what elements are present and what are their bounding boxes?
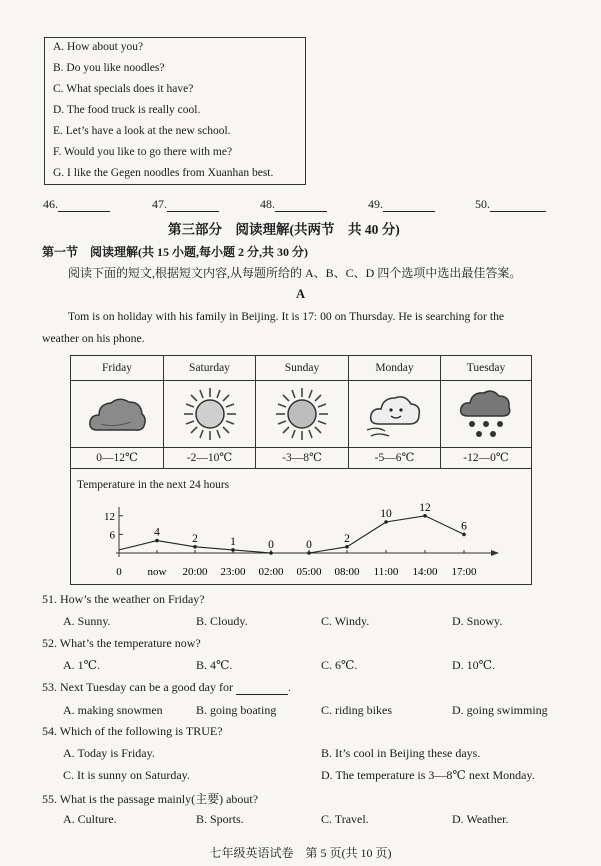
x-tick-label: now: [147, 566, 167, 578]
blank-46[interactable]: 46.: [43, 197, 110, 212]
blank-47[interactable]: 47.: [152, 197, 219, 212]
forecast-day: Saturday: [164, 356, 255, 381]
passage-line-1: Tom is on holiday with his family in Beijing. It is 17: 00 on Thursday. He is searching for the: [68, 310, 505, 323]
q53-option-b[interactable]: B. going boating: [196, 703, 277, 717]
forecast-temp: -2—10℃: [164, 447, 255, 468]
temperature-series-line: [119, 516, 464, 553]
q55-option-b[interactable]: B. Sports.: [196, 812, 244, 826]
data-label: 4: [154, 526, 160, 539]
q52-option-a[interactable]: A. 1℃.: [63, 658, 101, 672]
x-tick-label: 05:00: [296, 566, 322, 578]
question-55: 55. What is the passage mainly(主要) about?: [42, 792, 259, 806]
data-label: 10: [380, 508, 392, 520]
data-label: 1: [230, 535, 236, 548]
data-point: [462, 533, 466, 537]
option-c: C. What specials does it have?: [53, 83, 194, 95]
page-footer: 七年级英语试卷 第 5 页(共 10 页): [209, 846, 392, 860]
q55-option-a[interactable]: A. Culture.: [63, 812, 117, 826]
blank-48[interactable]: 48.: [260, 197, 327, 212]
data-point: [155, 539, 159, 543]
option-a: A. How about you?: [53, 41, 144, 53]
forecast-temp: -3—8℃: [256, 447, 348, 468]
q55-option-d[interactable]: D. Weather.: [452, 812, 509, 826]
option-b: B. Do you like noodles?: [53, 62, 165, 74]
forecast-temp: -12—0℃: [441, 447, 531, 468]
forecast-day: Tuesday: [441, 356, 531, 381]
q51-option-d[interactable]: D. Snowy.: [452, 614, 503, 628]
question-51: 51. How’s the weather on Friday?: [42, 592, 205, 606]
data-label: 12: [419, 501, 431, 514]
options-box: [44, 37, 306, 185]
x-tick-label: 14:00: [412, 566, 438, 578]
y-tick-label: 6: [109, 529, 115, 542]
temperature-line-chart: [71, 469, 531, 583]
option-e: E. Let’s have a look at the new school.: [53, 125, 231, 137]
q51-option-a[interactable]: A. Sunny.: [63, 614, 111, 628]
sun-icon: [164, 384, 255, 446]
x-tick-label: 0: [116, 566, 122, 578]
data-point: [307, 551, 311, 555]
option-d: D. The food truck is really cool.: [53, 104, 201, 116]
data-point: [193, 545, 197, 549]
x-tick-label: 11:00: [373, 566, 399, 578]
q52-option-b[interactable]: B. 4℃.: [196, 658, 233, 672]
q52-option-c[interactable]: C. 6℃.: [321, 658, 358, 672]
q53-option-c[interactable]: C. riding bikes: [321, 703, 392, 717]
data-point: [345, 545, 349, 549]
data-label: 2: [192, 532, 198, 545]
x-tick-label: 17:00: [451, 566, 477, 578]
q53-option-a[interactable]: A. making snowmen: [63, 703, 163, 717]
passage-line-2: weather on his phone.: [42, 332, 145, 345]
q55-option-c[interactable]: C. Travel.: [321, 812, 369, 826]
weather-forecast-table: [70, 355, 532, 469]
option-f: F. Would you like to go there with me?: [53, 146, 233, 158]
question-53: 53. Next Tuesday can be a good day for .: [42, 680, 291, 694]
q52-option-d[interactable]: D. 10℃.: [452, 658, 496, 672]
cloud-icon: [71, 384, 163, 446]
forecast-sunday: [256, 356, 349, 468]
temperature-chart: [70, 469, 532, 585]
q51-option-c[interactable]: C. Windy.: [321, 614, 370, 628]
q51-option-b[interactable]: B. Cloudy.: [196, 614, 248, 628]
option-g: G. I like the Gegen noodles from Xuanhan best.: [53, 167, 274, 179]
blank-49[interactable]: 49.: [368, 197, 435, 212]
x-tick-label: 23:00: [220, 566, 246, 578]
data-point: [423, 514, 427, 518]
snow-icon: [441, 384, 531, 446]
forecast-tuesday: [441, 356, 531, 468]
data-point: [384, 520, 388, 524]
instruction: 阅读下面的短文,根据短文内容,从每题所给的 A、B、C、D 四个选项中选出最佳答案。: [68, 266, 522, 280]
data-point: [231, 548, 235, 552]
q54-option-c[interactable]: C. It is sunny on Saturday.: [63, 768, 190, 782]
data-label: 0: [306, 539, 312, 551]
data-label: 2: [344, 532, 350, 545]
q54-option-d[interactable]: D. The temperature is 3—8℃ next Monday.: [321, 768, 535, 782]
forecast-monday: [349, 356, 441, 468]
forecast-temp: 0—12℃: [71, 447, 163, 468]
q54-option-b[interactable]: B. It’s cool in Beijing these days.: [321, 746, 481, 760]
forecast-day: Sunday: [256, 356, 348, 381]
forecast-saturday: [164, 356, 256, 468]
windy-cloud-icon: [349, 384, 440, 446]
data-label: 6: [461, 520, 467, 533]
y-tick-label: 12: [104, 510, 115, 523]
q53-option-d[interactable]: D. going swimming: [452, 703, 548, 717]
question-52: 52. What’s the temperature now?: [42, 636, 201, 650]
forecast-friday: [71, 356, 164, 468]
section-title: 第一节 阅读理解(共 15 小题,每小题 2 分,共 30 分): [42, 245, 308, 259]
x-tick-label: 02:00: [258, 566, 284, 578]
q54-option-a[interactable]: A. Today is Friday.: [63, 746, 155, 760]
passage-label: A: [296, 287, 306, 301]
blank-50[interactable]: 50.: [475, 197, 546, 212]
chart-title: Temperature in the next 24 hours: [77, 479, 230, 491]
x-axis-arrow: [491, 550, 499, 556]
data-label: 0: [268, 539, 274, 551]
x-tick-label: 20:00: [182, 566, 208, 578]
x-tick-label: 08:00: [334, 566, 360, 578]
part-title: 第三部分 阅读理解(共两节 共 40 分): [168, 222, 400, 237]
forecast-day: Friday: [71, 356, 163, 381]
sun-icon: [256, 384, 348, 446]
data-point: [269, 551, 273, 555]
forecast-temp: -5—6℃: [349, 447, 440, 468]
forecast-day: Monday: [349, 356, 440, 381]
question-54: 54. Which of the following is TRUE?: [42, 724, 223, 738]
